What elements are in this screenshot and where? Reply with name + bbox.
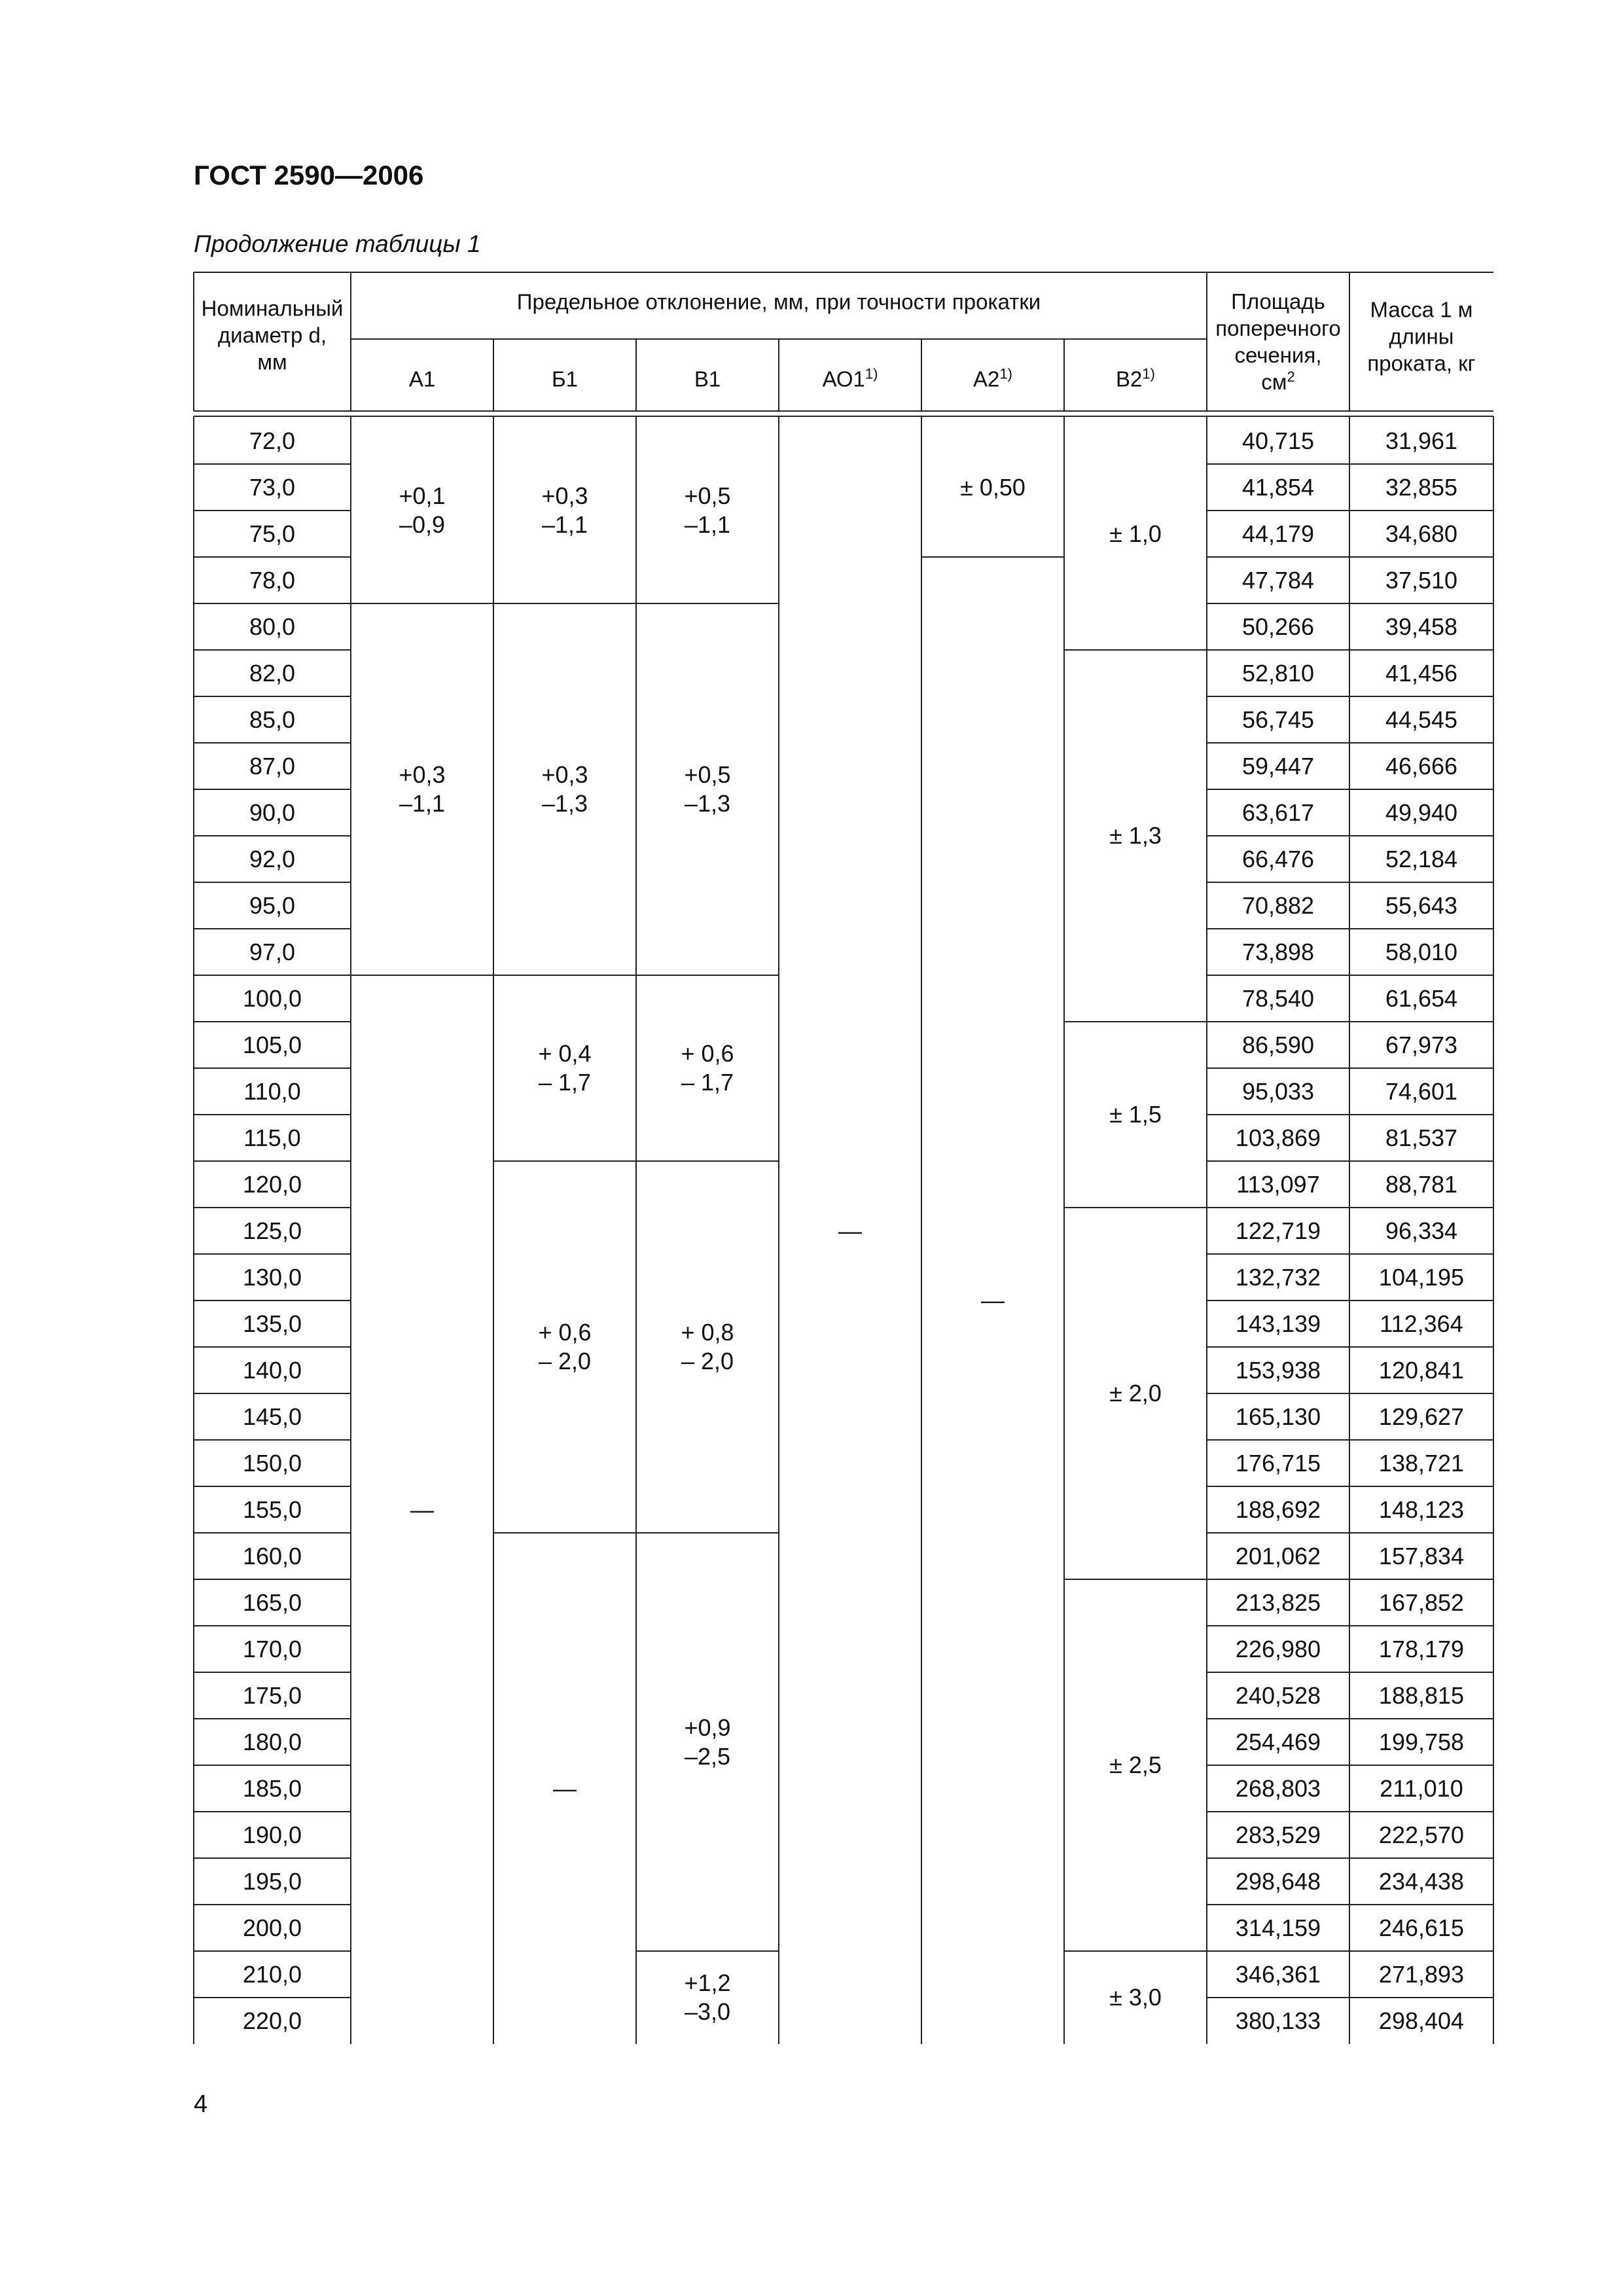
header-area-line [1215, 368, 1341, 395]
cell-area: 176,715 [1235, 1449, 1321, 1477]
cell-area: 66,476 [1241, 845, 1315, 872]
cell-diameter: 80,0 [249, 613, 296, 640]
cell-area: 47,784 [1241, 566, 1315, 594]
header-mass-line: Масса 1 м [1370, 297, 1473, 322]
cell-area: 254,469 [1235, 1728, 1321, 1755]
cell-tolerance-v2-line: ± 3,0 [1109, 1984, 1162, 2011]
header-class-1 [552, 366, 578, 393]
header-area-line: сечения, [1234, 343, 1322, 367]
cell-mass: 88,781 [1385, 1170, 1458, 1198]
cell-tolerance-v1 [684, 1969, 730, 2026]
cell-mass: 211,010 [1380, 1774, 1463, 1802]
cell-tolerance-a1-line: –1,1 [399, 790, 446, 817]
cell-mass: 167,852 [1378, 1588, 1465, 1616]
cell-mass: 74,601 [1385, 1077, 1458, 1105]
cell-mass: 58,010 [1385, 938, 1458, 965]
document-title: ГОСТ 2590—2006 [194, 160, 424, 190]
cell-diameter: 87,0 [249, 752, 296, 780]
cell-diameter: 115,0 [243, 1124, 301, 1151]
cell-tolerance-v1 [681, 1318, 734, 1376]
cell-tolerance-b1-line: – 1,7 [538, 1069, 592, 1096]
cell-tolerance-v2-line: ± 1,0 [1109, 520, 1162, 547]
cell-tolerance-a1-line: — [410, 1496, 434, 1523]
cell-mass: 271,893 [1378, 1960, 1465, 1988]
cell-area: 314,159 [1235, 1914, 1321, 1941]
header-class-footnote: 1) [1142, 365, 1155, 382]
cell-tolerance-b1 [541, 761, 588, 818]
cell-diameter: 78,0 [249, 566, 296, 594]
cell-diameter: 82,0 [249, 659, 296, 687]
cell-tolerance-v1-line: –3,0 [684, 1998, 731, 2025]
cell-area: 283,529 [1235, 1821, 1321, 1848]
cell-mass: 49,940 [1385, 798, 1458, 826]
cell-tolerance-v1-line: + 0,6 [681, 1040, 734, 1067]
cell-area: 113,097 [1236, 1170, 1320, 1198]
cell-mass: 96,334 [1385, 1217, 1458, 1244]
cell-tolerance-b1 [553, 1774, 577, 1803]
cell-mass: 188,815 [1378, 1681, 1465, 1709]
cell-mass: 61,654 [1385, 984, 1458, 1012]
cell-diameter: 110,0 [243, 1077, 301, 1105]
cell-diameter: 125,0 [242, 1217, 302, 1244]
cell-area: 346,361 [1235, 1960, 1321, 1988]
cell-tolerance-v1-line: – 1,7 [681, 1069, 734, 1096]
cell-tolerance-v1-line: –1,1 [684, 511, 731, 538]
cell-tolerance-v2-line: ± 2,0 [1109, 1380, 1162, 1407]
cell-tolerance-b1 [541, 482, 588, 539]
cell-tolerance-v2 [1109, 1751, 1162, 1780]
cell-area: 240,528 [1235, 1681, 1321, 1709]
cell-tolerance-a2 [960, 473, 1026, 502]
cell-mass: 112,364 [1380, 1310, 1463, 1337]
header-area-unit: см [1261, 370, 1287, 394]
cell-diameter: 220,0 [242, 2007, 302, 2034]
cell-diameter: 165,0 [242, 1588, 302, 1616]
cell-tolerance-v1-line: +0,5 [684, 482, 731, 509]
cell-tolerance-a2-line: ± 0,50 [960, 473, 1026, 501]
cell-mass: 138,721 [1378, 1449, 1465, 1477]
header-class-footnote: 1) [999, 365, 1012, 382]
cell-tolerance-b1-line: — [553, 1774, 577, 1802]
header-nominal-diameter [202, 295, 344, 376]
header-class-label: АО1 [822, 367, 865, 391]
cell-diameter: 95,0 [249, 891, 296, 919]
cell-area: 52,810 [1241, 659, 1315, 687]
header-class-4 [973, 366, 1012, 393]
cell-diameter: 72,0 [249, 427, 296, 454]
cell-mass: 129,627 [1378, 1403, 1465, 1430]
cell-tolerance-v1 [681, 1039, 734, 1097]
cell-diameter: 190,0 [242, 1821, 302, 1848]
cell-area: 226,980 [1235, 1635, 1321, 1662]
cell-tolerance-v2 [1109, 520, 1162, 548]
cell-mass: 234,438 [1378, 1867, 1465, 1895]
header-mass [1367, 296, 1475, 377]
header-class-footnote: 1) [865, 365, 878, 382]
cell-mass: 41,456 [1385, 659, 1458, 687]
header-area-line: поперечного [1215, 316, 1341, 340]
cell-mass: 81,537 [1385, 1124, 1458, 1151]
cell-area: 143,139 [1235, 1310, 1321, 1337]
cell-tolerance-b1-line: + 0,4 [538, 1040, 592, 1067]
cell-mass: 55,643 [1385, 891, 1458, 919]
cell-tolerance-v1-line: +0,9 [684, 1713, 731, 1741]
cell-tolerance-b1-line: + 0,6 [538, 1319, 592, 1346]
cell-area: 103,869 [1235, 1124, 1321, 1151]
cell-area: 268,803 [1235, 1774, 1321, 1802]
cell-mass: 178,179 [1378, 1635, 1465, 1662]
cell-tolerance-v1-line: + 0,8 [681, 1319, 734, 1346]
header-deviation-group-line: Предельное отклонение, мм, при точности прокатки [516, 289, 1041, 314]
cell-diameter: 185,0 [242, 1774, 302, 1802]
cell-area: 44,179 [1241, 520, 1315, 547]
cell-area: 95,033 [1241, 1077, 1315, 1105]
cell-mass: 246,615 [1378, 1914, 1465, 1941]
cell-area: 153,938 [1235, 1356, 1321, 1384]
cell-tolerance-a1 [399, 482, 445, 539]
header-area [1215, 288, 1341, 395]
cell-diameter: 175,0 [242, 1681, 302, 1709]
cell-tolerance-v2-line: ± 1,3 [1109, 822, 1162, 849]
cell-mass: 44,545 [1385, 706, 1458, 733]
cell-tolerance-b1 [538, 1318, 591, 1376]
cell-diameter: 195,0 [242, 1867, 302, 1895]
cell-area: 63,617 [1241, 798, 1315, 826]
header-class-0 [409, 366, 435, 393]
cell-tolerance-a1-line: +0,1 [399, 482, 446, 509]
cell-diameter: 92,0 [249, 845, 296, 872]
cell-tolerance-b1-line: –1,3 [541, 790, 588, 817]
cell-area: 50,266 [1241, 613, 1315, 640]
page-number: 4 [194, 2090, 208, 2118]
cell-area: 165,130 [1235, 1403, 1321, 1430]
cell-area: 380,133 [1235, 2007, 1321, 2034]
cell-tolerance-a2-line: — [981, 1287, 1005, 1314]
cell-mass: 199,758 [1378, 1728, 1465, 1755]
header-deviation-group [517, 289, 1041, 315]
cell-mass: 222,570 [1378, 1821, 1465, 1848]
header-area-unit-exponent: 2 [1287, 368, 1295, 385]
cell-mass: 148,123 [1378, 1496, 1465, 1523]
cell-mass: 157,834 [1378, 1542, 1465, 1570]
cell-mass: 34,680 [1385, 520, 1458, 547]
cell-mass: 104,195 [1378, 1263, 1465, 1291]
cell-tolerance-v2 [1109, 1100, 1162, 1129]
cell-diameter: 145,0 [242, 1403, 302, 1430]
cell-area: 56,745 [1241, 706, 1315, 733]
header-class-label: Б1 [551, 367, 579, 391]
cell-tolerance-v1-line: +1,2 [684, 1969, 731, 1996]
header-area-line: Площадь [1231, 289, 1325, 314]
header-nominal-diameter-line: диаметр d, [217, 323, 327, 348]
cell-area: 59,447 [1241, 752, 1315, 780]
header-class-2 [694, 366, 721, 393]
header-class-label: А1 [408, 367, 436, 391]
cell-tolerance-b1-line: – 2,0 [538, 1348, 592, 1374]
cell-tolerance-a1-line: –0,9 [399, 511, 446, 538]
cell-area: 213,825 [1235, 1588, 1321, 1616]
header-class-label: А2 [973, 367, 1000, 391]
cell-area: 70,882 [1241, 891, 1315, 919]
cell-diameter: 120,0 [242, 1170, 302, 1198]
table-caption: Продолжение таблицы 1 [194, 230, 481, 257]
cell-diameter: 90,0 [249, 798, 296, 826]
header-class-label: В1 [694, 367, 721, 391]
cell-mass: 298,404 [1378, 2007, 1465, 2034]
cell-diameter: 100,0 [242, 984, 302, 1012]
cell-diameter: 155,0 [242, 1496, 302, 1523]
cell-tolerance-ao1-line: — [838, 1217, 862, 1244]
cell-tolerance-v2 [1109, 821, 1162, 850]
header-nominal-diameter-line: мм [257, 350, 287, 374]
cell-diameter: 170,0 [242, 1635, 302, 1662]
cell-tolerance-v1-line: –1,3 [684, 790, 731, 817]
cell-tolerance-b1-line: –1,1 [541, 511, 588, 538]
cell-mass: 120,841 [1378, 1356, 1465, 1384]
cell-area: 201,062 [1235, 1542, 1321, 1570]
cell-area: 40,715 [1241, 427, 1315, 454]
cell-mass: 37,510 [1385, 566, 1458, 594]
cell-tolerance-a2 [981, 1286, 1005, 1315]
cell-diameter: 150,0 [242, 1449, 302, 1477]
cell-tolerance-v2 [1109, 1983, 1162, 2012]
header-class-3 [823, 366, 878, 393]
cell-tolerance-v1 [684, 482, 730, 539]
cell-tolerance-a1-line: +0,3 [399, 761, 446, 788]
cell-area: 73,898 [1241, 938, 1315, 965]
cell-area: 86,590 [1241, 1031, 1315, 1058]
cell-diameter: 160,0 [242, 1542, 302, 1570]
cell-mass: 31,961 [1385, 427, 1458, 454]
header-class-label: В2 [1116, 367, 1143, 391]
cell-area: 188,692 [1235, 1496, 1321, 1523]
cell-mass: 52,184 [1385, 845, 1458, 872]
cell-diameter: 135,0 [242, 1310, 302, 1337]
cell-diameter: 73,0 [249, 473, 296, 501]
cell-diameter: 140,0 [242, 1356, 302, 1384]
header-nominal-diameter-line: Номинальный [201, 296, 344, 321]
cell-diameter: 85,0 [249, 706, 296, 733]
cell-tolerance-v1-line: –2,5 [684, 1742, 731, 1770]
cell-tolerance-b1-line: +0,3 [541, 482, 588, 509]
cell-diameter: 130,0 [242, 1263, 302, 1291]
cell-mass: 46,666 [1385, 752, 1458, 780]
cell-area: 78,540 [1241, 984, 1315, 1012]
cell-mass: 32,855 [1385, 473, 1458, 501]
cell-tolerance-b1-line: +0,3 [541, 761, 588, 788]
cell-diameter: 105,0 [242, 1031, 302, 1058]
cell-tolerance-b1 [538, 1039, 591, 1097]
cell-area: 122,719 [1235, 1217, 1321, 1244]
cell-tolerance-v2 [1109, 1379, 1162, 1408]
cell-diameter: 180,0 [242, 1728, 302, 1755]
cell-tolerance-v1-line: +0,5 [684, 761, 731, 788]
cell-diameter: 210,0 [242, 1960, 302, 1988]
cell-tolerance-a1 [399, 761, 445, 818]
cell-tolerance-v1 [684, 761, 730, 818]
cell-tolerance-v1 [684, 1713, 730, 1771]
cell-tolerance-v1-line: – 2,0 [681, 1348, 734, 1374]
cell-diameter: 97,0 [249, 938, 296, 965]
header-mass-line: длины [1389, 324, 1454, 349]
cell-tolerance-ao1 [838, 1217, 862, 1246]
cell-mass: 39,458 [1385, 613, 1458, 640]
cell-diameter: 200,0 [242, 1914, 302, 1941]
cell-area: 298,648 [1235, 1867, 1321, 1895]
header-class-5 [1116, 366, 1155, 393]
cell-tolerance-v2-line: ± 1,5 [1109, 1101, 1162, 1128]
header-mass-line: проката, кг [1367, 351, 1476, 376]
cell-diameter: 75,0 [249, 520, 296, 547]
cell-mass: 67,973 [1385, 1031, 1458, 1058]
cell-area: 132,732 [1235, 1263, 1321, 1291]
cell-tolerance-v2-line: ± 2,5 [1109, 1751, 1162, 1778]
cell-tolerance-a1 [410, 1496, 434, 1524]
cell-area: 41,854 [1241, 473, 1315, 501]
